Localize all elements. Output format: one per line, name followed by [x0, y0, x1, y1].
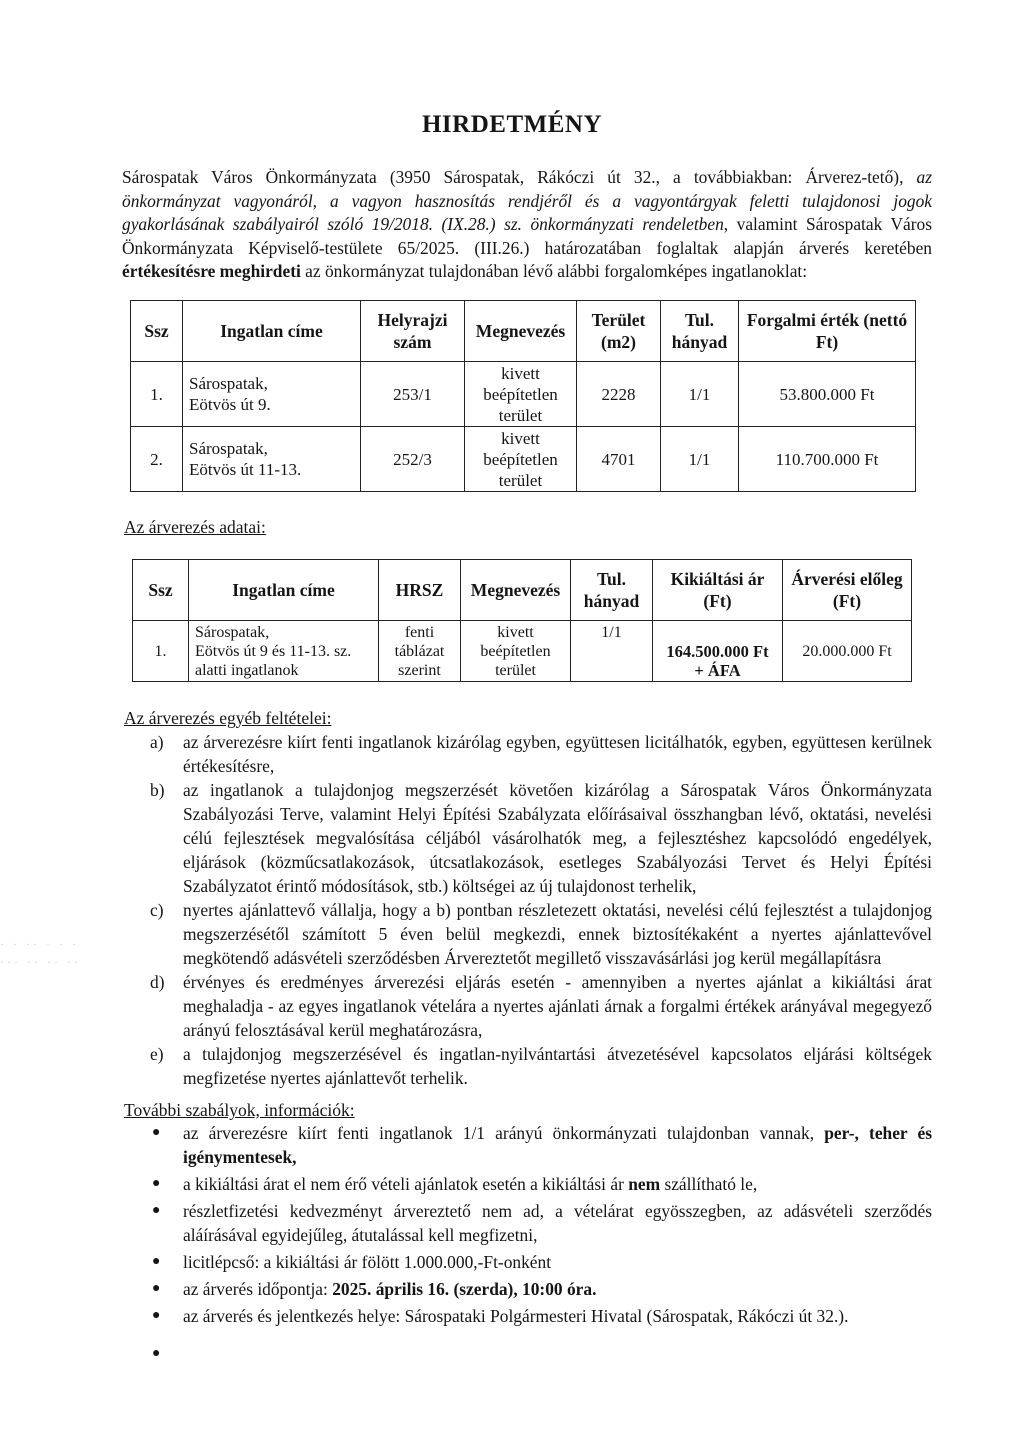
list-item: ● részletfizetési kedvezményt árvereztető nem ad, a vételárat egyösszegben, az adásvételi szerződés aláírásával egyidejűleg, átutalással kell megfizetni,: [152, 1201, 932, 1245]
auction-data-heading: Az árverezés adatai:: [124, 517, 266, 537]
table-header-row: [133, 560, 912, 621]
header-cell: Terület (m2): [577, 301, 661, 362]
header-cell: Megnevezés: [465, 301, 577, 362]
item-label: e): [150, 1044, 164, 1064]
ssz-cell: 1.: [133, 621, 189, 682]
address-cell: Sárospatak, Eötvös út 9.: [183, 362, 361, 427]
header-cell: Ingatlan címe: [183, 301, 361, 362]
list-item: [150, 730, 932, 778]
intro-text: az önkormányzat tulajdonában lévő alábbi forgalomképes ingatlanoklat:: [300, 261, 808, 281]
item-label: a): [150, 732, 164, 752]
item-text: érvényes és eredményes árverezési eljárás esetén - amennyiben a nyertes ajánlat a kikiáltási árat meghaladja - az egyes ingatlanok vételára a nyertes ajánlati árnak a forgalmi értékek arányával megegyező arányú felosztásával kerül meghatározásra,: [183, 972, 932, 1040]
header-cell: Ssz: [133, 560, 189, 621]
list-item: [150, 970, 932, 1042]
designation-cell: kivett beépítetlen terület: [461, 621, 571, 682]
list-item: [150, 898, 932, 970]
item-text: nyertes ajánlattevő vállalja, hogy a b) pontban részletezett oktatási, nevelési célú fejlesztést a tulajdonjog megszerzésétől számított 5 éven belül megkezdi, ennek biztosítékaként a nyertes ajánlattevővel megkötendő adásvételi szerződésben Árvereztetőt megillető visszavásárlási jog kerül megállapításra: [183, 900, 932, 968]
hrsz-cell: 253/1: [361, 362, 465, 427]
area-cell: 4701: [577, 427, 661, 492]
item-text: az ingatlanok a tulajdonjog megszerzését követően kizárólag a Sárospatak Város Önkormányzata Szabályozási Terve, valamint Helyi Építési Szabályzata előírásaival összhangban lévő, oktatási, nevelési célú fejlesztések megvalósítása céljából vásárolhatók meg, a fejlesztéshez kapcsolódó engedélyek, eljárások (közműcsatlakozások, útcsatlakozások, esetleges Szabályozási Tervet és Helyi Építési Szabályzatot érintő módosítások, stb.) költségei az új tulajdonost terhelik,: [183, 780, 932, 896]
header-cell: Forgalmi érték (nettó Ft): [739, 301, 916, 362]
list-item: ● a kikiáltási árat el nem érő vételi ajánlatok esetén a kikiáltási ár nem szállítható le,: [152, 1174, 758, 1194]
ssz-cell: 1.: [131, 362, 183, 427]
deposit-cell: 20.000.000 Ft: [783, 621, 912, 682]
scan-artifact: · · ·· · · · ··· ·· ·· ··: [0, 937, 81, 969]
auction-table: [132, 559, 912, 682]
header-cell: Tul. hányad: [661, 301, 739, 362]
conditions-heading: Az árverezés egyéb feltételei:: [124, 708, 332, 728]
header-cell: Árverési előleg (Ft): [783, 560, 912, 621]
value-cell: 110.700.000 Ft: [739, 427, 916, 492]
address-cell: Sárospatak, Eötvös út 9 és 11-13. sz. alatti ingatlanok: [189, 621, 379, 682]
designation-cell: kivett beépítetlen terület: [465, 362, 577, 427]
table-row: [131, 427, 916, 492]
info-heading: További szabályok, információk:: [124, 1100, 355, 1120]
bullet-icon: ●: [152, 1176, 161, 1191]
table-row: [131, 362, 916, 427]
list-item: ● az árverezésre kiírt fenti ingatlanok 1/1 arányú önkormányzati tulajdonban vannak, per-, teher és igénymentesek,: [152, 1123, 933, 1167]
list-item: ● az árverés és jelentkezés helye: Sárospataki Polgármesteri Hivatal (Sárospatak, Rákóczi út 32.).: [152, 1306, 849, 1326]
header-cell: Helyrajzi szám: [361, 301, 465, 362]
header-cell: HRSZ: [379, 560, 461, 621]
header-cell: Kikiáltási ár (Ft): [653, 560, 783, 621]
table-header-row: [131, 301, 916, 362]
area-cell: 2228: [577, 362, 661, 427]
bullet-icon: ●: [152, 1203, 161, 1218]
table-row: [133, 621, 912, 682]
bullet-icon: ●: [152, 1346, 161, 1361]
info-list: [150, 1121, 932, 1369]
bullet-icon: ●: [152, 1125, 161, 1140]
hrsz-cell: fenti táblázat szerint: [379, 621, 461, 682]
item-label: c): [150, 900, 164, 920]
share-cell: 1/1: [571, 621, 653, 682]
share-cell: 1/1: [661, 362, 739, 427]
document-title: HIRDETMÉNY: [421, 111, 602, 138]
intro-paragraph: [122, 166, 932, 284]
list-item: ● licitlépcső: a kikiáltási ár fölött 1.000.000,-Ft-onként: [152, 1252, 552, 1272]
item-text: a tulajdonjog megszerzésével és ingatlan-nyilvántartási átvezetésével kapcsolatos eljárási költségek megfizetése nyertes ajánlattevőt terhelik.: [183, 1044, 932, 1088]
list-item: [150, 1042, 932, 1090]
item-text: az árverezésre kiírt fenti ingatlanok kizárólag egyben, együttesen licitálhatók, egyben, együttesen kerülnek értékesítésre,: [183, 732, 932, 776]
empty-list-item: [150, 1342, 932, 1366]
share-cell: 1/1: [661, 427, 739, 492]
intro-text: , valamint Sárospatak Város Önkormányzata Képviselő-testülete 65/2025. (III.26.) határozatában foglaltak alapján árverés keretében: [122, 214, 933, 258]
list-item: ● az árverés időpontja: 2025. április 16. (szerda), 10:00 óra.: [152, 1279, 597, 1299]
intro-text: Sárospatak Város Önkormányzata (3950 Sárospatak, Rákóczi út 32., a továbbiakban: Árverez-tető),: [122, 167, 917, 187]
address-cell: Sárospatak, Eötvös út 11-13.: [183, 427, 361, 492]
intro-emphasis: értékesítésre meghirdeti: [122, 261, 301, 281]
bullet-icon: ●: [152, 1281, 161, 1296]
list-item: [150, 778, 932, 898]
bullet-icon: ●: [152, 1254, 161, 1269]
ssz-cell: 2.: [131, 427, 183, 492]
bullet-icon: ●: [152, 1308, 161, 1323]
properties-table: [130, 300, 916, 492]
header-cell: Ssz: [131, 301, 183, 362]
designation-cell: kivett beépítetlen terület: [465, 427, 577, 492]
item-label: d): [150, 972, 165, 992]
hrsz-cell: 252/3: [361, 427, 465, 492]
item-label: b): [150, 780, 165, 800]
starting-price-cell: 164.500.000 Ft + ÁFA: [653, 621, 783, 682]
intro-regulation-reference: az önkormányzat vagyonáról, a vagyon hasznosítás rendjéről és a vagyontárgyak feletti tulajdonosi jogok gyakorlásának szabályairól szóló 19/2018. (IX.28.) sz. önkormányzati rendeletben: [122, 167, 932, 234]
header-cell: Ingatlan címe: [189, 560, 379, 621]
conditions-list: [150, 730, 932, 1090]
header-cell: Megnevezés: [461, 560, 571, 621]
header-cell: Tul. hányad: [571, 560, 653, 621]
value-cell: 53.800.000 Ft: [739, 362, 916, 427]
